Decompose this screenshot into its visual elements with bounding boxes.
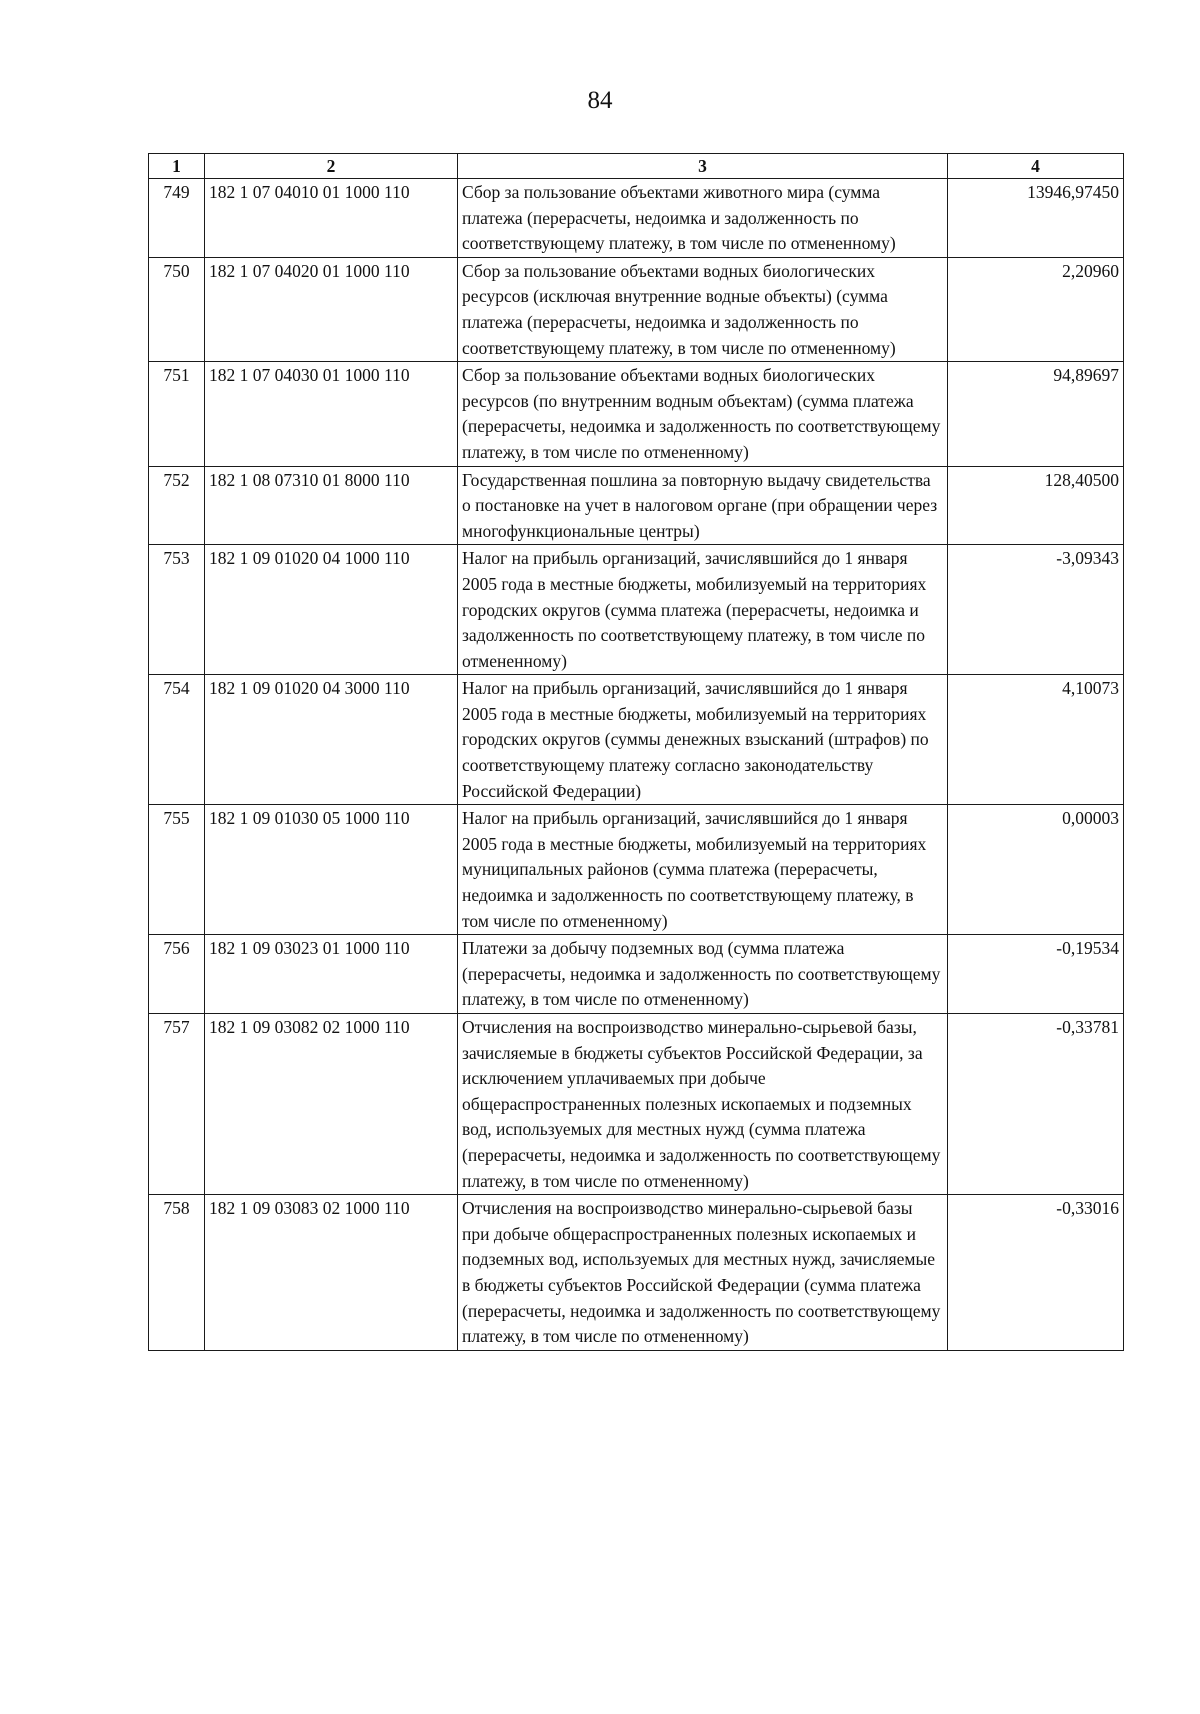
amount-value: -3,09343	[948, 545, 1124, 675]
amount-value: 13946,97450	[948, 179, 1124, 258]
revenue-description: Налог на прибыль организаций, зачислявшийся до 1 января 2005 года в местные бюджеты, мобилизуемый на территориях городских округов (сумма платежа (перерасчеты, недоимка и задолженность по соответствующему платежу, в том числе по отмененному)	[458, 545, 948, 675]
table-row	[149, 675, 1124, 805]
table-header-row	[149, 154, 1124, 179]
table-row	[149, 257, 1124, 361]
revenue-description: Сбор за пользование объектами животного мира (сумма платежа (перерасчеты, недоимка и задолженность по соответствующему платежу, в том числе по отмененному)	[458, 179, 948, 258]
table-row	[149, 362, 1124, 466]
budget-classification-code: 182 1 09 03083 02 1000 110	[205, 1195, 458, 1351]
row-number: 754	[149, 675, 205, 805]
page-number: 84	[587, 87, 613, 114]
budget-classification-code: 182 1 07 04020 01 1000 110	[205, 257, 458, 361]
row-number: 756	[149, 935, 205, 1014]
revenue-description: Платежи за добычу подземных вод (сумма платежа (перерасчеты, недоимка и задолженность по соответствующему платежу, в том числе по отмененному)	[458, 935, 948, 1014]
row-number: 753	[149, 545, 205, 675]
table-row	[149, 1014, 1124, 1195]
amount-value: 0,00003	[948, 805, 1124, 935]
row-number: 749	[149, 179, 205, 258]
budget-classification-code: 182 1 09 01020 04 1000 110	[205, 545, 458, 675]
budget-classification-code: 182 1 07 04010 01 1000 110	[205, 179, 458, 258]
amount-value: 2,20960	[948, 257, 1124, 361]
revenue-description: Государственная пошлина за повторную выдачу свидетельства о постановке на учет в налоговом органе (при обращении через многофункциональные центры)	[458, 466, 948, 545]
budget-classification-code: 182 1 09 03023 01 1000 110	[205, 935, 458, 1014]
amount-value: -0,33016	[948, 1195, 1124, 1351]
amount-value: 128,40500	[948, 466, 1124, 545]
table-row	[149, 805, 1124, 935]
row-number: 751	[149, 362, 205, 466]
table-row	[149, 179, 1124, 258]
column-header-1: 1	[149, 154, 205, 179]
revenue-description: Сбор за пользование объектами водных биологических ресурсов (по внутренним водным объектам) (сумма платежа (перерасчеты, недоимка и задолженность по соответствующему платежу, в том числе по отмененному)	[458, 362, 948, 466]
row-number: 758	[149, 1195, 205, 1351]
table-row	[149, 935, 1124, 1014]
budget-classification-code: 182 1 08 07310 01 8000 110	[205, 466, 458, 545]
row-number: 750	[149, 257, 205, 361]
amount-value: 4,10073	[948, 675, 1124, 805]
table-row	[149, 1195, 1124, 1351]
revenue-description: Налог на прибыль организаций, зачислявшийся до 1 января 2005 года в местные бюджеты, мобилизуемый на территориях городских округов (суммы денежных взысканий (штрафов) по соответствующему платежу согласно законодательству Российской Федерации)	[458, 675, 948, 805]
revenue-description: Отчисления на воспроизводство минерально-сырьевой базы, зачисляемые в бюджеты субъектов Российской Федерации, за исключением уплачиваемых при добыче общераспространенных полезных ископаемых и подземных вод, используемых для местных нужд (сумма платежа (перерасчеты, недоимка и задолженность по соответствующему платежу, в том числе по отмененному)	[458, 1014, 948, 1195]
amount-value: -0,19534	[948, 935, 1124, 1014]
column-header-2: 2	[205, 154, 458, 179]
column-header-3: 3	[458, 154, 948, 179]
revenue-description: Отчисления на воспроизводство минерально-сырьевой базы при добыче общераспространенных полезных ископаемых и подземных вод, используемых для местных нужд, зачисляемые в бюджеты субъектов Российской Федерации (сумма платежа (перерасчеты, недоимка и задолженность по соответствующему платежу, в том числе по отмененному)	[458, 1195, 948, 1351]
row-number: 757	[149, 1014, 205, 1195]
row-number: 752	[149, 466, 205, 545]
revenue-description: Налог на прибыль организаций, зачислявшийся до 1 января 2005 года в местные бюджеты, мобилизуемый на территориях муниципальных районов (сумма платежа (перерасчеты, недоимка и задолженность по соответствующему платежу, в том числе по отмененному)	[458, 805, 948, 935]
amount-value: 94,89697	[948, 362, 1124, 466]
budget-classification-code: 182 1 09 03082 02 1000 110	[205, 1014, 458, 1195]
row-number: 755	[149, 805, 205, 935]
budget-classification-code: 182 1 09 01030 05 1000 110	[205, 805, 458, 935]
table-row	[149, 466, 1124, 545]
revenue-code-table	[148, 153, 1124, 1351]
budget-classification-code: 182 1 09 01020 04 3000 110	[205, 675, 458, 805]
amount-value: -0,33781	[948, 1014, 1124, 1195]
budget-classification-code: 182 1 07 04030 01 1000 110	[205, 362, 458, 466]
revenue-description: Сбор за пользование объектами водных биологических ресурсов (исключая внутренние водные объекты) (сумма платежа (перерасчеты, недоимка и задолженность по соответствующему платежу, в том числе по отмененному)	[458, 257, 948, 361]
table-row	[149, 545, 1124, 675]
column-header-4: 4	[948, 154, 1124, 179]
